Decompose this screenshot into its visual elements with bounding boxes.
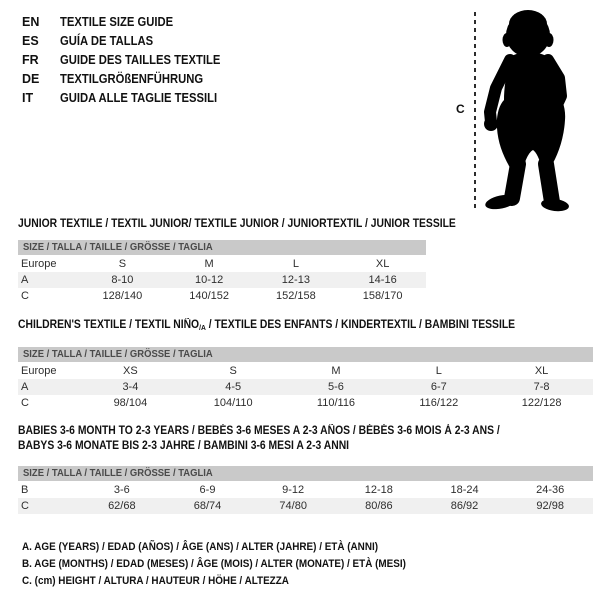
table-row <box>18 498 593 514</box>
size-cell: XL <box>375 258 390 270</box>
table-row <box>18 256 426 272</box>
section-heading-line <box>18 318 593 333</box>
size-section-children <box>18 318 593 411</box>
section-heading-text: JUNIOR TEXTILE / TEXTIL JUNIOR/ TEXTILE JUNIOR / JUNIORTEXTIL / JUNIOR TESSILE <box>18 218 456 230</box>
size-cell: 104/110 <box>213 397 253 409</box>
size-cell: 68/74 <box>193 500 222 512</box>
size-cell: 152/158 <box>275 290 316 302</box>
size-cell: 80/86 <box>365 500 393 512</box>
section-heading-text: BABYS 3-6 MONATE BIS 2-3 JAHRE / BAMBINI 3-6 MESI A 2-3 ANNI <box>18 440 350 452</box>
size-cell: 18-24 <box>450 484 479 496</box>
size-header-label: SIZE / TALLA / TAILLE / GRÖSSE / TAGLIA <box>23 241 213 253</box>
section-heading-text: CHILDREN'S TEXTILE / TEXTIL NIÑO/A / TEXTILE DES ENFANTS / KINDERTEXTIL / BAMBINI TESSILE <box>18 319 516 332</box>
size-cell: 24-36 <box>536 484 565 496</box>
size-header-bar <box>18 466 593 481</box>
size-cell: 3-4 <box>122 381 139 393</box>
size-cell: 98/104 <box>113 397 148 409</box>
size-cell: 92/98 <box>536 500 564 512</box>
size-cell: S <box>229 365 237 377</box>
row-label: C <box>21 290 29 302</box>
language-code: EN <box>22 14 40 29</box>
size-section-babies <box>18 424 593 514</box>
row-label: C <box>21 500 29 512</box>
language-code: DE <box>22 71 40 86</box>
size-cell: 4-5 <box>225 381 242 393</box>
size-header-label: SIZE / TALLA / TAILLE / GRÖSSE / TAGLIA <box>23 348 213 360</box>
footnote-age-years: A. AGE (YEARS) / EDAD (AÑOS) / ÂGE (ANS) / ALTER (JAHRE) / ETÀ (ANNI) <box>22 541 379 553</box>
row-label: Europe <box>21 365 57 377</box>
row-label: B <box>21 484 29 496</box>
size-cell: 128/140 <box>102 290 143 302</box>
size-cell: L <box>292 258 299 270</box>
size-cell: 74/80 <box>279 500 307 512</box>
size-cell: 10-12 <box>195 274 224 286</box>
measurement-footnotes <box>22 539 449 590</box>
size-section-junior <box>18 217 456 304</box>
size-cell: 158/170 <box>362 290 403 302</box>
legend-row-it <box>22 88 238 107</box>
footnote-age-months: B. AGE (MONTHS) / EDAD (MESES) / ÂGE (MOIS) / ALTER (MONATE) / ETÀ (MESI) <box>22 558 406 570</box>
row-label: Europe <box>21 258 57 270</box>
legend-row-de <box>22 69 238 88</box>
language-code: FR <box>22 52 39 67</box>
row-label: A <box>21 274 29 286</box>
language-title: GUIDE DES TAILLES TEXTILE <box>60 52 221 67</box>
language-title: GUÍA DE TALLAS <box>60 33 154 48</box>
size-cell: 116/122 <box>419 397 459 409</box>
size-cell: 62/68 <box>108 500 136 512</box>
toddler-silhouette-icon <box>482 8 582 212</box>
size-header-label: SIZE / TALLA / TAILLE / GRÖSSE / TAGLIA <box>23 467 213 479</box>
section-heading-line <box>18 424 593 439</box>
size-cell: XS <box>123 365 138 377</box>
footnote-height: C. (cm) HEIGHT / ALTURA / HAUTEUR / HÖHE / ALTEZZA <box>22 575 289 587</box>
row-label: C <box>21 397 29 409</box>
size-cell: 12-18 <box>364 484 393 496</box>
language-title: GUIDA ALLE TAGLIE TESSILI <box>60 90 218 105</box>
section-heading-line <box>18 439 593 454</box>
language-title: TEXTILGRÖßENFÜHRUNG <box>60 71 204 86</box>
height-measure-label: C <box>456 102 465 116</box>
section-heading-line <box>18 217 456 232</box>
table-row <box>18 272 426 288</box>
size-cell: 14-16 <box>368 274 397 286</box>
table-row <box>18 379 593 395</box>
size-cell: M <box>204 258 214 270</box>
size-table <box>18 363 593 411</box>
size-cell: 8-10 <box>111 274 134 286</box>
size-cell: 110/116 <box>316 397 356 409</box>
table-row <box>18 395 593 411</box>
size-cell: 5-6 <box>328 381 344 393</box>
size-cell: 12-13 <box>281 274 310 286</box>
size-cell: 3-6 <box>113 484 130 496</box>
size-cell: 7-8 <box>533 381 550 393</box>
size-table <box>18 256 426 304</box>
section-heading-text: BABIES 3-6 MONTH TO 2-3 YEARS / BEBÉS 3-6 MESES A 2-3 AÑOS / BÉBÉS 3-6 MOIS À 2-3 ANS / <box>18 425 500 437</box>
size-cell: S <box>118 258 127 270</box>
size-cell: L <box>435 365 442 377</box>
size-cell: 86/92 <box>450 500 479 512</box>
size-cell: XL <box>534 365 549 377</box>
size-table <box>18 482 593 514</box>
legend-row-es <box>22 31 238 50</box>
language-title: TEXTILE SIZE GUIDE <box>60 14 174 29</box>
size-cell: 6-9 <box>199 484 216 496</box>
size-cell: 9-12 <box>282 484 305 496</box>
table-row <box>18 482 593 498</box>
size-header-bar <box>18 240 426 255</box>
section-heading <box>18 424 593 454</box>
size-cell: 140/152 <box>189 290 229 302</box>
height-dashed-line-icon <box>474 12 476 209</box>
size-cell: 122/128 <box>521 397 562 409</box>
table-row <box>18 288 426 304</box>
legend-row-fr <box>22 50 238 69</box>
size-cell: 6-7 <box>430 381 447 393</box>
size-cell: M <box>331 365 341 377</box>
language-code: ES <box>22 33 39 48</box>
section-heading <box>18 217 456 232</box>
section-heading <box>18 318 593 333</box>
language-legend <box>22 12 238 107</box>
legend-row-en <box>22 12 238 31</box>
language-code: IT <box>22 90 34 105</box>
row-label: A <box>21 381 29 393</box>
size-header-bar <box>18 347 593 362</box>
table-row <box>18 363 593 379</box>
